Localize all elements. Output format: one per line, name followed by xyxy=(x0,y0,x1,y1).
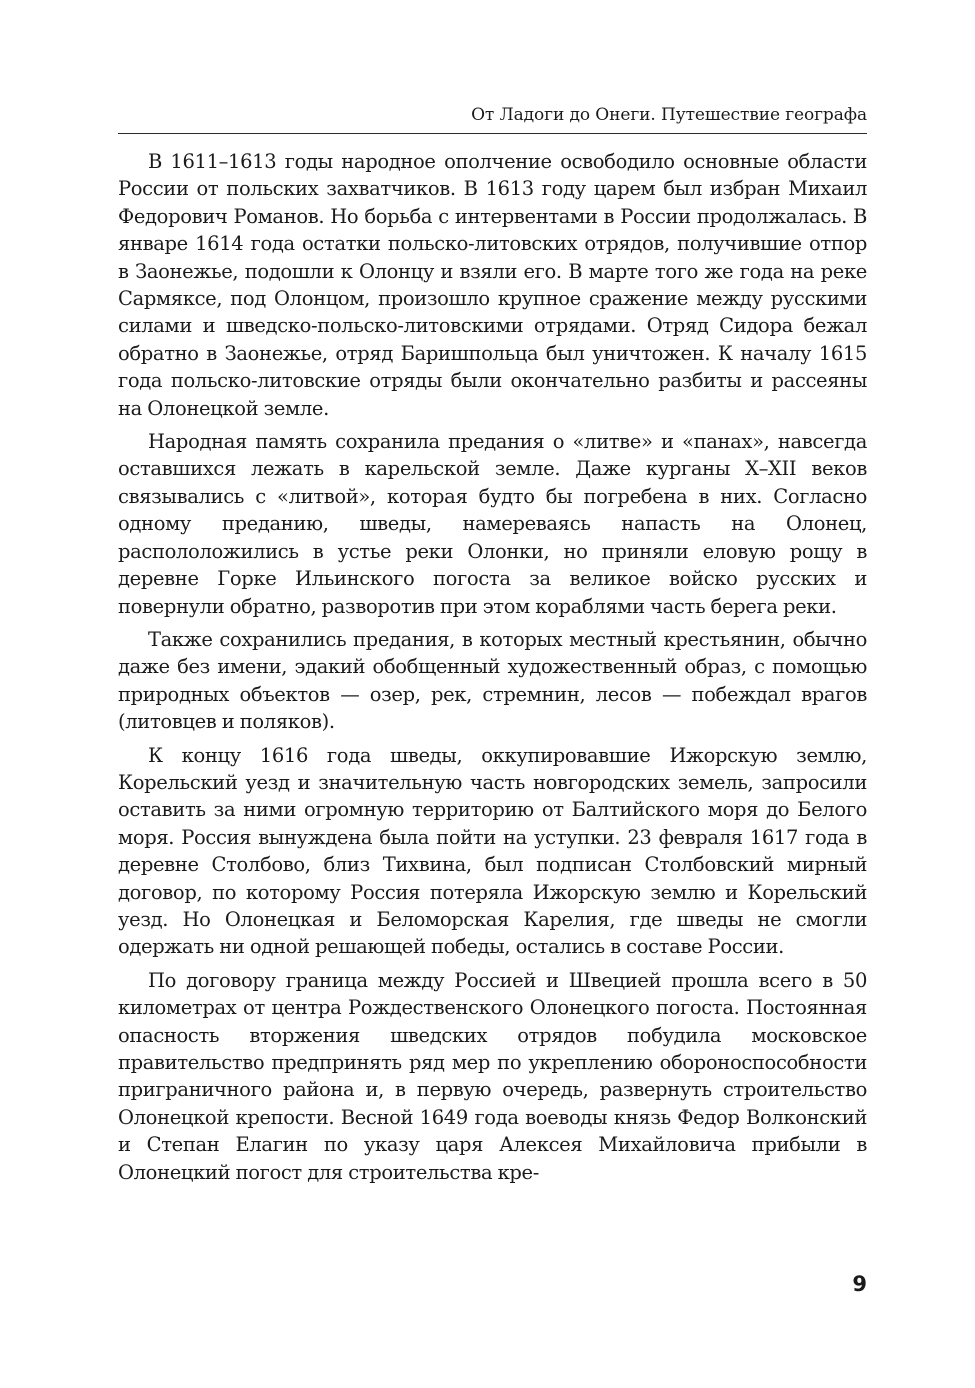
page-number: 9 xyxy=(852,1272,867,1296)
paragraph: В 1611–1613 годы народное ополчение освободило основные области России от польских захватчиков. В 1613 году царем был избран Михаил Федорович Романов. Но борьба с интервентами в России продолжалась. В январе 1614 года остатки польско-литовских отрядов, получившие отпор в Заонежье, подошли к Олонцу и взяли его. В марте того же года на реке Сармяксе, под Олонцом, произошло крупное сражение между русскими силами и шведско-польско-литовскими отрядами. Отряд Сидора бежал обратно в Заонежье, отряд Баришпольца был уничтожен. К началу 1615 года польско-литовские отряды были окончательно разбиты и рассеяны на Олонецкой земле. xyxy=(118,150,867,420)
header-rule xyxy=(118,133,867,134)
page-body xyxy=(118,148,867,1192)
paragraph: К концу 1616 года шведы, оккупировавшие Ижорскую землю, Корельский уезд и значительную часть новгородских земель, запросили оставить за ними огромную территорию от Балтийского моря до Белого моря. Россия вынуждена была пойти на уступки. 23 февраля 1617 года в деревне Столбово, близ Тихвина, был подписан Столбовский мирный договор, по которому Россия потеряла Ижорскую землю и Корельский уезд. Но Олонецкая и Беломорская Карелия, где шведы не смогли одержать ни одной решающей победы, остались в составе России. xyxy=(118,743,867,959)
running-header: От Ладоги до Онеги. Путешествие географа xyxy=(471,105,867,125)
paragraph: Также сохранились предания, в которых местный крестьянин, обычно даже без имени, эдакий обобщенный художественный образ, с помощью природных объектов — озер, рек, стремнин, лесов — побеждал врагов (литовцев и поляков). xyxy=(118,627,867,734)
paragraph: Народная память сохранила предания о «литве» и «панах», навсегда оставшихся лежать в карельской земле. Даже курганы X–XII веков связывались с «литвой», которая будто бы погребена в них. Согласно одному преданию, шведы, намереваясь напасть на Олонец, распололожились в устье реки Олонки, но приняли еловую рощу в деревне Горке Ильинского погоста за великое войско русских и повернули обратно, разворотив при этом кораблями часть берега реки. xyxy=(118,430,867,618)
paragraph: По договору граница между Россией и Швецией прошла всего в 50 километрах от центра Рождественского Олонецкого погоста. Постоянная опасность вторжения шведских отрядов побудила московское правительство предпринять ряд мер по укреплению обороноспособности приграничного района и, в первую очередь, развернуть строительство Олонецкой крепости. Весной 1649 года воеводы князь Федор Волконский и Степан Елагин по указу царя Алексея Михайловича прибыли в Олонецкий погост для строительства кре- xyxy=(118,968,867,1184)
